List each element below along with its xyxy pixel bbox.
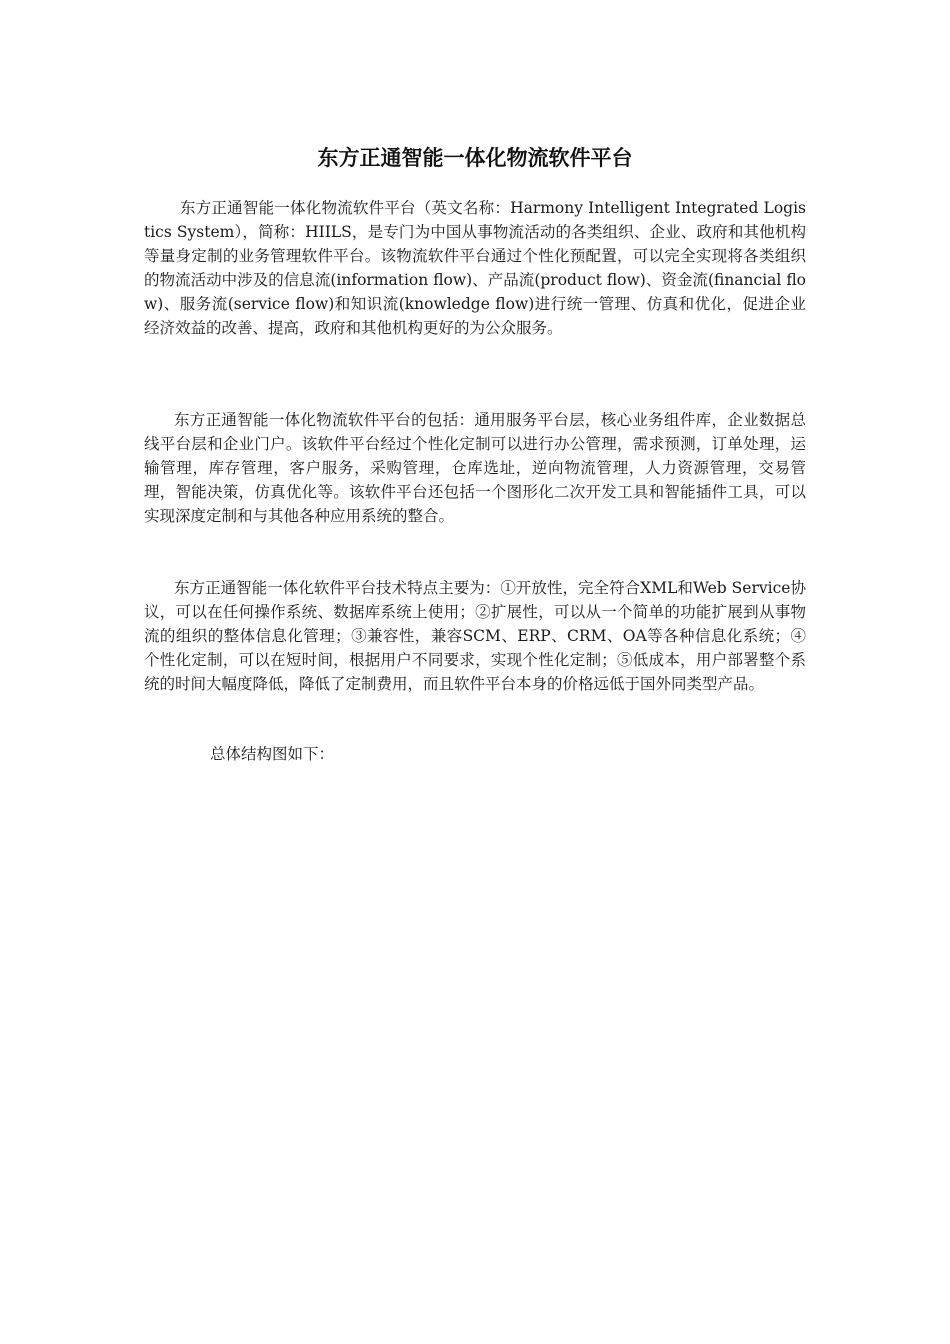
structure-caption: 总体结构图如下： [210,745,335,763]
features-paragraph: 东方正通智能一体化软件平台技术特点主要为：①开放性，完全符合XML和Web Service协议，可以在任何操作系统、数据库系统上使用；②扩展性，可以从一个简单的功能扩展到从事物流的组织的整体信息化管理；③兼容性，兼容SCM、ERP、CRM、OA等各种信息化系统；④个性化定制，可以在短时间，根据用户不同要求，实现个性化定制；⑤低成本，用户部署整个系统的时间大幅度降低，降低了定制费用，而且软件平台本身的价格远低于国外同类型产品。 [144,579,806,693]
components-paragraph: 东方正通智能一体化物流软件平台的包括：通用服务平台层，核心业务组件库，企业数据总线平台层和企业门户。该软件平台经过个性化定制可以进行办公管理，需求预测，订单处理，运输管理，库存管理，客户服务，采购管理，仓库选址，逆向物流管理，人力资源管理，交易管理，智能决策，仿真优化等。该软件平台还包括一个图形化二次开发工具和智能插件工具，可以实现深度定制和与其他各种应用系统的整合。 [144,411,806,525]
document-title: 东方正通智能一体化物流软件平台 [317,145,633,170]
intro-paragraph: 东方正通智能一体化物流软件平台（英文名称：Harmony Intelligent Integrated Logistics System），简称：HIILS，是专门为中国从事物流活动的各类组织、企业、政府和其他机构等量身定制的业务管理软件平台。该物流软件平台通过个性化预配置，可以完全实现将各类组织的物流活动中涉及的信息流(information flow)、产品流(product flow)、资金流(financial flow)、服务流(service flow)和知识流(knowledge flow)进行统一管理、仿真和优化，促进企业经济效益的改善、提高，政府和其他机构更好的为公众服务。 [144,199,806,337]
